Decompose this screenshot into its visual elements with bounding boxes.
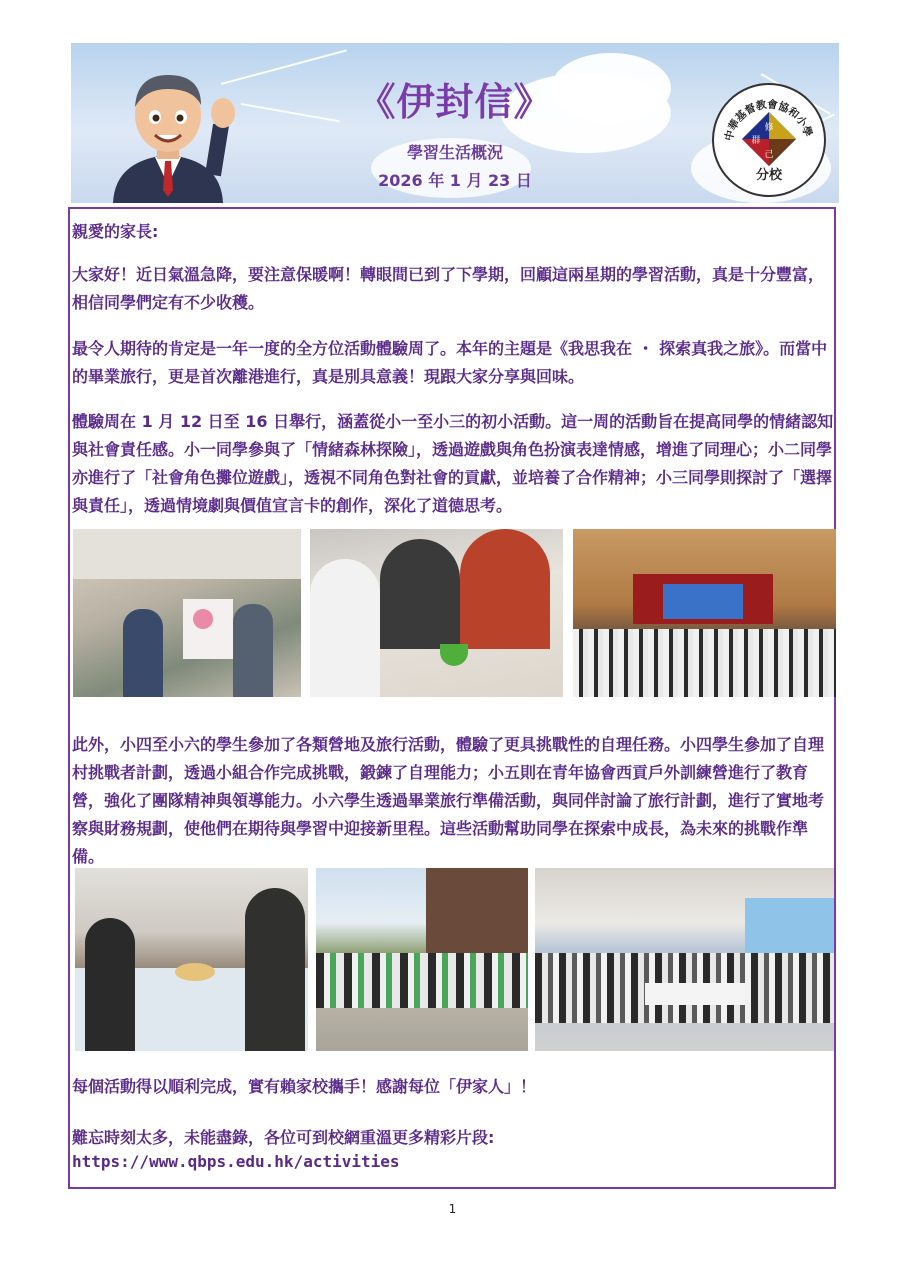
logo-branch-label: 分校 [755, 168, 782, 183]
svg-text:群: 群 [751, 136, 761, 146]
page-date: 2026 年 1 月 23 日 [378, 171, 532, 190]
svg-text:修: 修 [764, 123, 774, 133]
dining-photo [75, 868, 308, 1051]
outdoor-group-photo [316, 868, 528, 1051]
school-logo [712, 83, 826, 197]
classroom-photo [73, 529, 301, 697]
paragraph-thanks: 每個活動得以順利完成，實有賴家校攜手！感謝每位「伊家人」！ [72, 1077, 537, 1096]
paragraph-more: 難忘時刻太多，未能盡錄，各位可到校網重溫更多精彩片段: [72, 1128, 495, 1147]
header-banner [71, 43, 839, 203]
greeting: 親愛的家長: [72, 222, 159, 241]
paragraph-junior-activities: 體驗周在 1 月 12 日至 16 日舉行，涵蓋從小一至小三的初小活動。這一周的活動旨在提高同學的情緒認知與社會責任感。小一同學參與了「情緒森林探險」，透過遊戲與角色扮演表達情感，增進了同理心；小二同學亦進行了「社會角色攤位遊戲」，透視不同角色對社會的貢獻，並培養了合作精神；小三同學則探討了「選擇與責任」，透過情境劇與價值宣言卡的創作，深化了道德思考。 [72, 412, 834, 515]
svg-text:己: 己 [764, 150, 774, 160]
svg-text:中華基督教會協和小學: 中華基督教會協和小學 [723, 98, 815, 143]
paragraph-intro: 大家好！近日氣溫急降，要注意保暖啊！轉眼間已到了下學期，回顧這兩星期的學習活動，真是十分豐富，相信同學們定有不少收穫。 [72, 265, 825, 312]
airport-group-photo [535, 868, 834, 1051]
paragraph-theme: 最令人期待的肯定是一年一度的全方位活動體驗周了。本年的主題是《我思我在 ・ 探索真我之旅》。而當中的畢業旅行，更是首次離港進行，真是別具意義！現跟大家分享與回味。 [72, 339, 828, 386]
paragraph-senior-activities: 此外，小四至小六的學生參加了各類營地及旅行活動，體驗了更具挑戰性的自理任務。小四學生參加了自理村挑戰者計劃，透過小組合作完成挑戰，鍛鍊了自理能力；小五則在青年協會西貢戶外訓練營進行了教育營，強化了團隊精神與領導能力。小六學生透過畢業旅行準備活動，與同伴討論了旅行計劃，進行了實地考察與財務規劃，使他們在期待與學習中迎接新里程。這些活動幫助同學在探索中成長，為未來的挑戰作準備。 [72, 735, 825, 866]
page-subtitle: 學習生活概況 [406, 143, 503, 162]
hall-group-photo [573, 529, 836, 697]
activities-link[interactable]: https://www.qbps.edu.hk/activities [72, 1152, 400, 1171]
page-number: 1 [448, 1202, 457, 1216]
chopsticks-activity-photo [310, 529, 563, 697]
page-title: 《伊封信》 [357, 80, 553, 124]
